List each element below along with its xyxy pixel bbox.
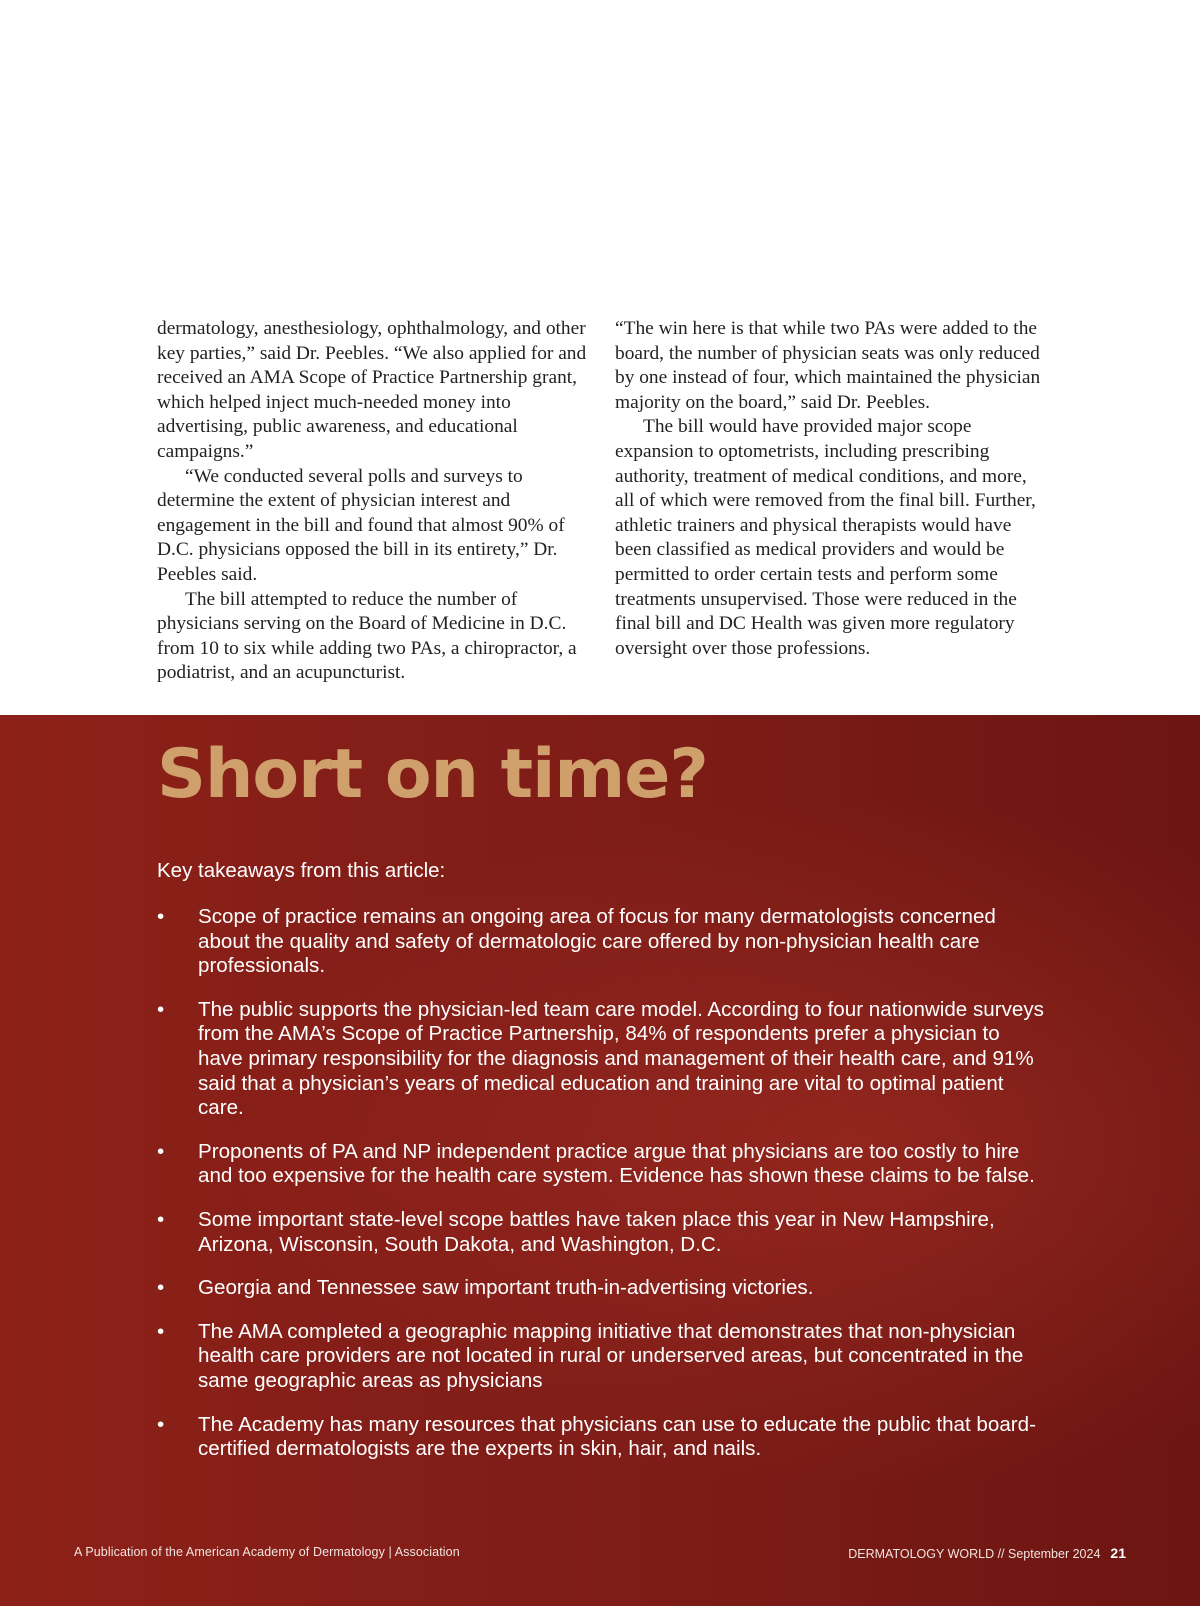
- article-paragraph: The bill would have provided major scope expansion to optometrists, including prescribing authority, treatment of medical conditions, and more, all of which were removed from the final bill. Further, athletic trainers and physical therapists would have been classified as medical providers and would be permitted to order certain tests and perform some treatments unsupervised. Those were reduced in the final bill and DC Health was given more regulatory oversight over those professions.: [615, 416, 1036, 659]
- takeaways-list: [157, 905, 1047, 1481]
- bullet-icon: •: [157, 905, 165, 928]
- bullet-icon: •: [157, 1276, 165, 1300]
- takeaway-text: Proponents of PA and NP independent practice argue that physicians are too costly to hire and too expensive for the health care system. Evidence has shown these claims to be false.: [198, 1139, 1035, 1188]
- takeaway-text: The AMA completed a geographic mapping initiative that demonstrates that non-physician health care providers are not located in rural or underserved areas, but concentrated in the same geographic areas as physicians: [198, 1319, 1024, 1392]
- article-body: [157, 317, 1045, 686]
- takeaways-intro: Key takeaways from this article:: [157, 859, 446, 882]
- article-column-right: [615, 317, 1045, 686]
- takeaway-item: [157, 1413, 1047, 1462]
- takeaway-text: Some important state-level scope battles have taken place this year in New Hampshire, Arizona, Wisconsin, South Dakota, and Washington, D.C.: [198, 1207, 995, 1256]
- page-number: 21: [1110, 1545, 1126, 1561]
- article-paragraph: “The win here is that while two PAs were added to the board, the number of physician seats was only reduced by one instead of four, which maintained the physician majority on the board,” said Dr. Peebles.: [615, 318, 1041, 413]
- takeaway-item: [157, 905, 1047, 979]
- bullet-icon: •: [157, 997, 165, 1021]
- takeaway-text: Scope of practice remains an ongoing area of focus for many dermatologists concerned about the quality and safety of dermatologic care offered by non-physician health care professionals.: [198, 905, 996, 978]
- page-footer: [848, 1545, 1126, 1561]
- takeaway-item: [157, 1276, 1047, 1301]
- article-column-left: [157, 317, 587, 686]
- bullet-icon: •: [157, 1412, 165, 1436]
- takeaway-item: [157, 1140, 1047, 1189]
- takeaway-text: Georgia and Tennessee saw important truth-in-advertising victories.: [198, 1276, 814, 1300]
- takeaway-item: [157, 1208, 1047, 1257]
- bullet-icon: •: [157, 1207, 165, 1231]
- bullet-icon: •: [157, 1139, 165, 1163]
- takeaway-item: [157, 998, 1047, 1121]
- publication-credit: A Publication of the American Academy of Dermatology | Association: [74, 1545, 460, 1559]
- bullet-icon: •: [157, 1319, 165, 1343]
- takeaway-text: The Academy has many resources that physicians can use to educate the public that board-certified dermatologists are the experts in skin, hair, and nails.: [198, 1412, 1036, 1461]
- article-paragraph: The bill attempted to reduce the number of physicians serving on the Board of Medicine in D.C. from 10 to six while adding two PAs, a chiropractor, a podiatrist, and an acupuncturist.: [157, 588, 577, 684]
- article-paragraph: dermatology, anesthesiology, ophthalmology, and other key parties,” said Dr. Peebles. “We also applied for and received an AMA Scope of Practice Partnership grant, which helped inject much-needed money into advertising, public awareness, and educational campaigns.”: [157, 318, 587, 462]
- takeaway-text: The public supports the physician-led team care model. According to four nationwide surveys from the AMA’s Scope of Practice Partnership, 84% of respondents prefer a physician to have primary responsibility for the diagnosis and management of their health care, and 91% said that a physician’s years of medical education and training are vital to optimal patient care.: [198, 997, 1044, 1120]
- takeaways-heading: Short on time?: [157, 735, 708, 814]
- magazine-issue: DERMATOLOGY WORLD // September 2024: [848, 1547, 1101, 1561]
- takeaway-item: [157, 1320, 1047, 1394]
- article-paragraph: “We conducted several polls and surveys to determine the extent of physician interest and engagement in the bill and found that almost 90% of D.C. physicians opposed the bill in its entirety,” Dr. Peebles said.: [157, 465, 565, 585]
- key-takeaways-panel: [0, 715, 1200, 1606]
